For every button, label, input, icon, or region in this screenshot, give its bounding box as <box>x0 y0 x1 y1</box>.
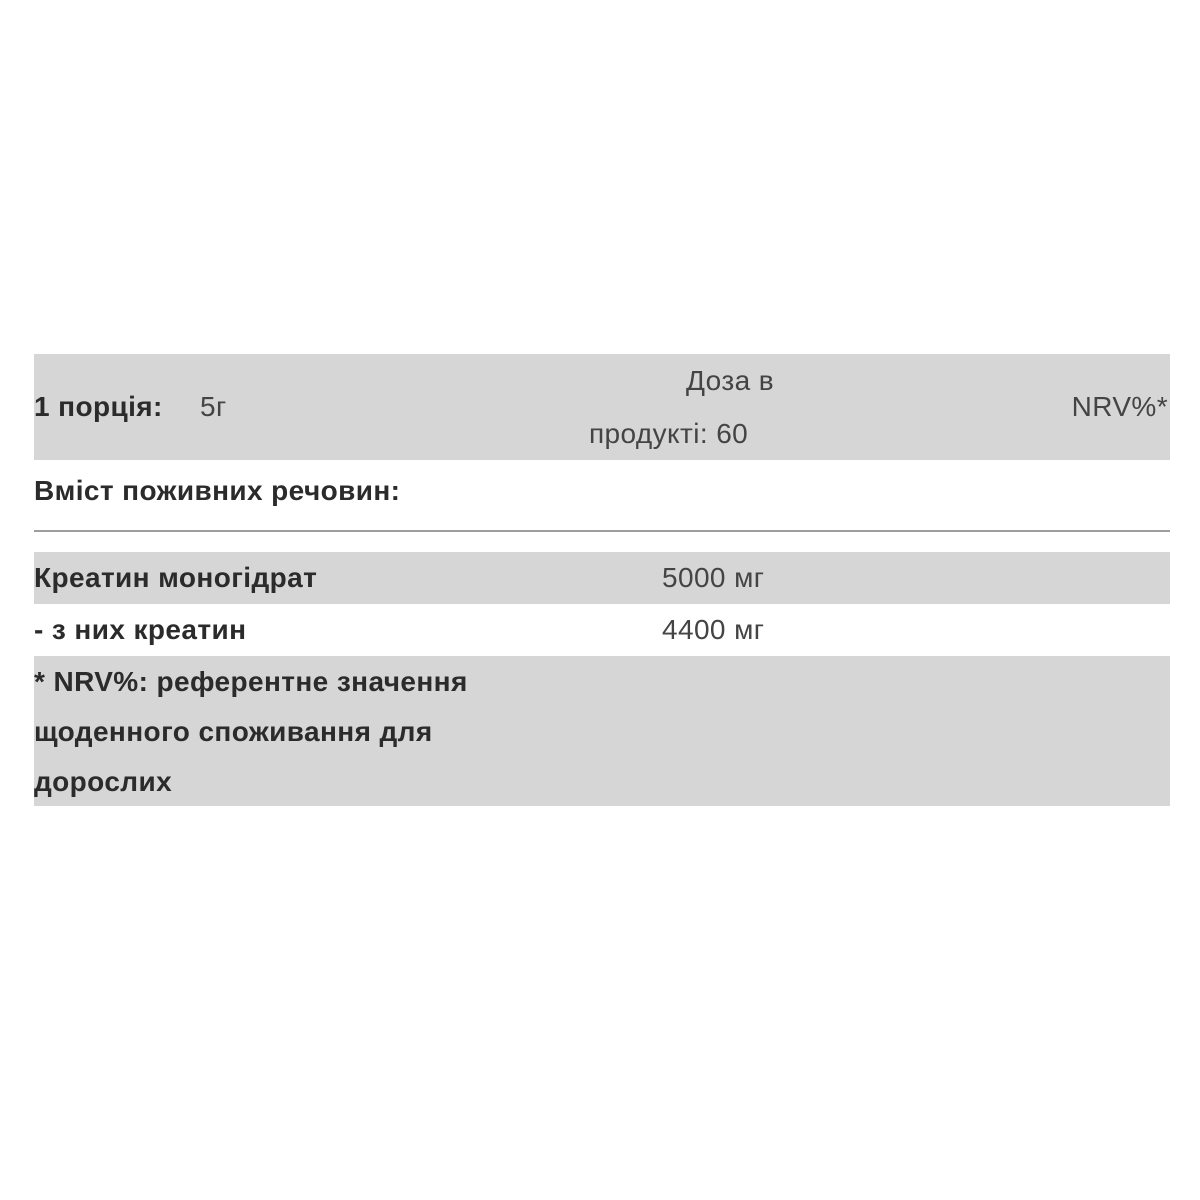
nutrient-name: Креатин моногідрат <box>34 562 318 593</box>
content-heading-row <box>34 460 1170 520</box>
nutrition-table <box>34 354 1170 806</box>
doses-per-container-value: продукті: 60 <box>589 418 749 449</box>
nutrient-content-heading: Вміст поживних речовин: <box>34 475 401 506</box>
nutrient-amount: 5000 мг <box>662 562 765 593</box>
footnote-line: * NRV%: референтне значення <box>34 666 468 697</box>
table-row <box>34 604 1170 656</box>
nutrient-amount: 4400 мг <box>662 614 765 645</box>
nrv-column-header: NRV%* <box>1071 391 1168 422</box>
footnote-line: щоденного споживання для <box>34 716 433 747</box>
footnote-row <box>34 656 1170 806</box>
table-divider <box>34 530 1170 532</box>
footnote-line: дорослих <box>34 766 173 797</box>
nutrient-name: - з них креатин <box>34 614 247 645</box>
table-row <box>34 552 1170 604</box>
serving-size-value: 5г <box>200 391 227 422</box>
table-header-row <box>34 354 1170 460</box>
serving-size-label: 1 порція: <box>34 391 163 422</box>
doses-per-container-label: Доза в <box>686 365 774 396</box>
